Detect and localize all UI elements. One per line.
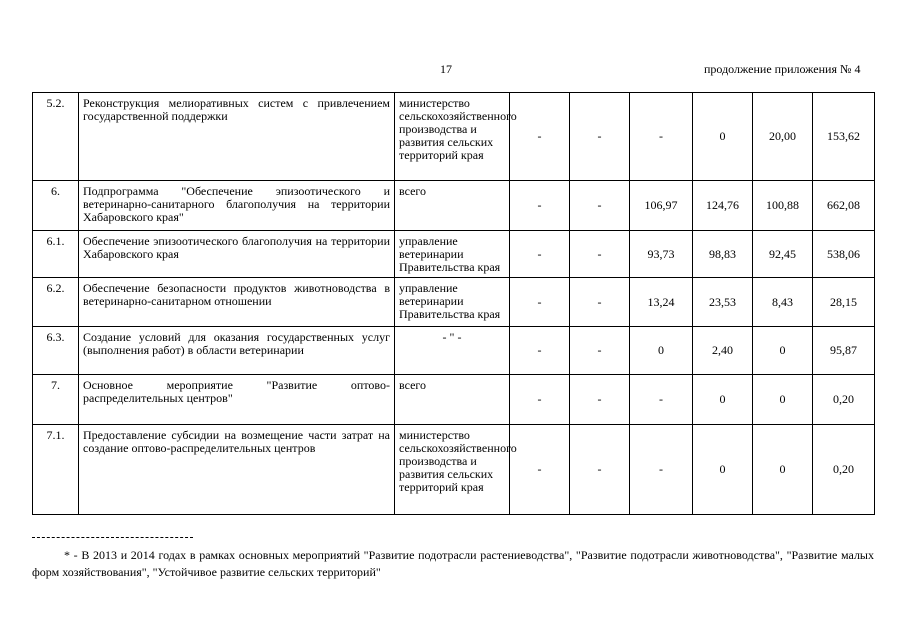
row-value: 20,00: [753, 93, 813, 181]
row-number: 7.: [33, 375, 79, 425]
table-row: [33, 425, 875, 515]
row-value: 0: [693, 375, 753, 425]
row-value: -: [630, 93, 693, 181]
row-value: 0,20: [813, 375, 875, 425]
table-row: [33, 375, 875, 425]
footnote-separator: [32, 537, 193, 538]
row-value: -: [510, 181, 570, 231]
row-value: -: [510, 231, 570, 278]
row-executor: министерство сельскохозяйственного производства и развития сельских территорий края: [395, 425, 510, 515]
row-value: 28,15: [813, 278, 875, 327]
row-number: 6.2.: [33, 278, 79, 327]
row-value: 0: [693, 425, 753, 515]
row-value: -: [510, 425, 570, 515]
row-value: -: [570, 375, 630, 425]
row-value: -: [570, 327, 630, 375]
row-value: 0,20: [813, 425, 875, 515]
row-value: -: [510, 278, 570, 327]
row-value: -: [570, 93, 630, 181]
row-value: 100,88: [753, 181, 813, 231]
row-name: Предоставление субсидии на возмещение части затрат на создание оптово-распределительных центров: [79, 425, 395, 515]
row-value: -: [510, 375, 570, 425]
row-value: 98,83: [693, 231, 753, 278]
row-value: 0: [753, 375, 813, 425]
row-value: 538,06: [813, 231, 875, 278]
row-value: -: [510, 327, 570, 375]
row-value: 124,76: [693, 181, 753, 231]
program-table: [32, 92, 875, 515]
row-value: -: [570, 231, 630, 278]
table-row: [33, 327, 875, 375]
page-number: 17: [440, 62, 452, 76]
row-value: 153,62: [813, 93, 875, 181]
row-value: 2,40: [693, 327, 753, 375]
row-name: Создание условий для оказания государственных услуг (выполнения работ) в области ветеринарии: [79, 327, 395, 375]
row-executor: - " -: [395, 327, 510, 375]
row-value: 92,45: [753, 231, 813, 278]
row-name: Обеспечение эпизоотического благополучия на территории Хабаровского края: [79, 231, 395, 278]
row-value: -: [510, 93, 570, 181]
continuation-label: продолжение приложения № 4: [704, 62, 861, 76]
footnote: * - В 2013 и 2014 годах в рамках основных мероприятий "Развитие подотрасли растениеводства", "Развитие подотрасли животноводства", "Развитие малых форм хозяйствования", "Устойчивое развитие сельских территорий": [32, 548, 874, 579]
row-value: 0: [753, 327, 813, 375]
row-name: Подпрограмма "Обеспечение эпизоотического и ветеринарно-санитарного благополучия на территории Хабаровского края": [79, 181, 395, 231]
row-value: -: [630, 375, 693, 425]
row-executor: всего: [395, 181, 510, 231]
row-value: -: [570, 278, 630, 327]
row-value: 13,24: [630, 278, 693, 327]
row-name: Основное мероприятие "Развитие оптово-распределительных центров": [79, 375, 395, 425]
row-name: Обеспечение безопасности продуктов животноводства в ветеринарно-санитарном отношении: [79, 278, 395, 327]
table-row: [33, 93, 875, 181]
row-value: 0: [753, 425, 813, 515]
row-value: 93,73: [630, 231, 693, 278]
row-value: 0: [630, 327, 693, 375]
row-value: 106,97: [630, 181, 693, 231]
row-number: 6.3.: [33, 327, 79, 375]
row-executor: всего: [395, 375, 510, 425]
row-name: Реконструкция мелиоративных систем с привлечением государственной поддержки: [79, 93, 395, 181]
row-executor: управление ветеринарии Правительства края: [395, 231, 510, 278]
table-row: [33, 231, 875, 278]
row-number: 6.1.: [33, 231, 79, 278]
row-value: 23,53: [693, 278, 753, 327]
row-number: 5.2.: [33, 93, 79, 181]
row-value: -: [570, 181, 630, 231]
row-value: 8,43: [753, 278, 813, 327]
row-value: -: [570, 425, 630, 515]
row-executor: министерство сельскохозяйственного производства и развития сельских территорий края: [395, 93, 510, 181]
row-number: 7.1.: [33, 425, 79, 515]
row-value: -: [630, 425, 693, 515]
row-value: 0: [693, 93, 753, 181]
row-value: 95,87: [813, 327, 875, 375]
table-row: [33, 181, 875, 231]
table-row: [33, 278, 875, 327]
row-executor: управление ветеринарии Правительства края: [395, 278, 510, 327]
row-value: 662,08: [813, 181, 875, 231]
row-number: 6.: [33, 181, 79, 231]
